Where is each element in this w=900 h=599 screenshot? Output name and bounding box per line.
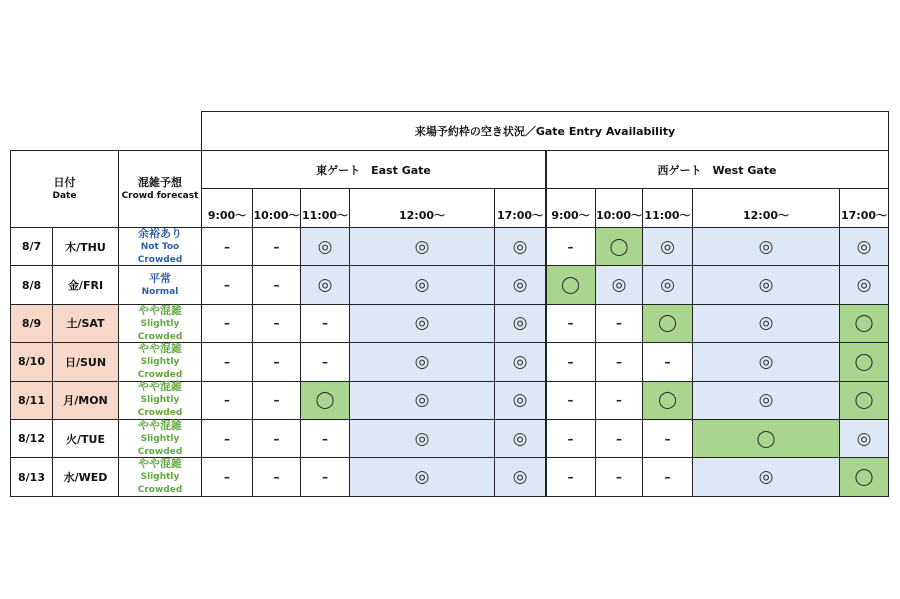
availability-cell bbox=[494, 457, 546, 496]
availability-cell bbox=[300, 304, 350, 343]
availability-cell bbox=[494, 265, 546, 304]
gate-label: 東ゲート East Gate bbox=[316, 163, 431, 177]
availability-symbol: ◎ bbox=[512, 428, 528, 449]
availability-symbol: ◎ bbox=[414, 275, 430, 296]
availability-symbol: – bbox=[273, 278, 280, 293]
availability-cell bbox=[252, 381, 301, 420]
time-slot-label: 17:00～ bbox=[840, 209, 887, 222]
availability-symbol: – bbox=[664, 354, 671, 369]
availability-symbol: ◯ bbox=[609, 236, 629, 257]
day-cell bbox=[52, 227, 119, 266]
availability-cell bbox=[494, 381, 546, 420]
forecast-jp: やや混雑 bbox=[138, 303, 182, 317]
day-text: 金/FRI bbox=[67, 279, 104, 293]
availability-symbol: ◎ bbox=[512, 275, 528, 296]
availability-symbol: – bbox=[664, 431, 671, 446]
date-cell bbox=[10, 227, 53, 266]
availability-cell bbox=[349, 381, 495, 420]
gate-separator bbox=[545, 150, 547, 497]
availability-cell bbox=[545, 265, 596, 304]
availability-cell bbox=[692, 265, 840, 304]
availability-cell bbox=[252, 304, 301, 343]
availability-cell bbox=[692, 227, 840, 266]
availability-cell bbox=[642, 342, 693, 381]
availability-symbol: – bbox=[616, 431, 622, 446]
forecast-jp: 平常 bbox=[149, 271, 171, 285]
availability-cell bbox=[300, 457, 350, 496]
availability-symbol: – bbox=[224, 470, 230, 485]
time-slot-label: 9:00～ bbox=[207, 209, 247, 222]
availability-symbol: ◎ bbox=[512, 390, 528, 411]
availability-cell bbox=[201, 304, 253, 343]
time-slot-header bbox=[494, 188, 546, 228]
availability-cell bbox=[595, 265, 643, 304]
time-slot-label: 12:00～ bbox=[742, 209, 789, 222]
availability-cell bbox=[545, 381, 596, 420]
availability-cell bbox=[252, 342, 301, 381]
date-text: 8/7 bbox=[21, 240, 42, 254]
availability-symbol: – bbox=[224, 239, 230, 254]
availability-cell bbox=[300, 227, 350, 266]
availability-symbol: ◎ bbox=[856, 428, 872, 449]
availability-symbol: ◎ bbox=[512, 313, 528, 334]
forecast-en: Slightly Crowded bbox=[137, 395, 183, 419]
availability-symbol: – bbox=[224, 431, 230, 446]
availability-cell bbox=[642, 265, 693, 304]
forecast-cell bbox=[118, 381, 202, 420]
availability-cell bbox=[349, 457, 495, 496]
availability-cell bbox=[642, 227, 693, 266]
forecast-en: Slightly Crowded bbox=[137, 472, 183, 496]
time-slot-header bbox=[545, 188, 596, 228]
crowd-header-jp: 混雑予想 bbox=[138, 175, 182, 189]
availability-symbol: ◯ bbox=[315, 390, 335, 411]
availability-cell bbox=[839, 457, 889, 496]
availability-cell bbox=[595, 381, 643, 420]
availability-symbol: ◎ bbox=[758, 467, 774, 488]
availability-symbol: ◎ bbox=[414, 390, 430, 411]
gate-header-1 bbox=[545, 150, 889, 189]
day-cell bbox=[52, 457, 119, 496]
availability-cell bbox=[692, 381, 840, 420]
availability-symbol: – bbox=[616, 316, 622, 331]
date-cell bbox=[10, 457, 53, 496]
time-slot-label: 9:00～ bbox=[551, 209, 590, 222]
day-cell bbox=[52, 342, 119, 381]
availability-symbol: – bbox=[567, 393, 574, 408]
date-cell bbox=[10, 265, 53, 304]
availability-symbol: ◯ bbox=[854, 467, 874, 488]
availability-cell bbox=[201, 265, 253, 304]
forecast-en: Slightly Crowded bbox=[137, 433, 183, 457]
availability-symbol: – bbox=[664, 470, 671, 485]
availability-symbol: – bbox=[273, 470, 280, 485]
day-text: 火/TUE bbox=[66, 432, 105, 446]
availability-symbol: ◎ bbox=[512, 236, 528, 257]
availability-symbol: – bbox=[273, 393, 280, 408]
availability-cell bbox=[300, 342, 350, 381]
availability-cell bbox=[595, 227, 643, 266]
date-text: 8/8 bbox=[21, 278, 42, 292]
table-title-text: 来場予約枠の空き状況／Gate Entry Availability bbox=[414, 125, 676, 138]
availability-symbol: ◎ bbox=[758, 275, 774, 296]
availability-symbol: – bbox=[567, 470, 574, 485]
day-cell bbox=[52, 304, 119, 343]
availability-symbol: – bbox=[273, 316, 280, 331]
date-header bbox=[10, 150, 119, 228]
date-text: 8/9 bbox=[21, 316, 42, 330]
date-text: 8/10 bbox=[18, 355, 45, 369]
day-cell bbox=[52, 419, 119, 458]
availability-cell bbox=[201, 342, 253, 381]
availability-cell bbox=[642, 304, 693, 343]
availability-symbol: ◎ bbox=[611, 275, 627, 296]
forecast-jp: やや混雑 bbox=[138, 341, 182, 355]
availability-symbol: ◯ bbox=[657, 390, 678, 411]
availability-symbol: – bbox=[322, 354, 328, 369]
availability-symbol: – bbox=[273, 431, 280, 446]
time-slot-label: 11:00～ bbox=[644, 209, 691, 222]
availability-cell bbox=[349, 227, 495, 266]
date-cell bbox=[10, 304, 53, 343]
availability-symbol: – bbox=[273, 239, 280, 254]
availability-symbol: ◎ bbox=[758, 313, 774, 334]
availability-symbol: ◯ bbox=[854, 351, 874, 372]
availability-cell bbox=[494, 419, 546, 458]
availability-symbol: ◎ bbox=[512, 467, 528, 488]
day-text: 日/SUN bbox=[64, 355, 107, 369]
availability-cell bbox=[839, 265, 889, 304]
availability-symbol: ◎ bbox=[414, 467, 430, 488]
availability-table bbox=[10, 111, 888, 496]
availability-cell bbox=[595, 457, 643, 496]
availability-symbol: – bbox=[616, 354, 622, 369]
availability-symbol: ◎ bbox=[317, 236, 333, 257]
forecast-en: Slightly Crowded bbox=[137, 356, 183, 380]
availability-cell bbox=[545, 304, 596, 343]
availability-cell bbox=[349, 419, 495, 458]
availability-cell bbox=[201, 457, 253, 496]
availability-symbol: ◎ bbox=[856, 275, 872, 296]
availability-symbol: – bbox=[322, 316, 328, 331]
day-text: 土/SAT bbox=[66, 317, 105, 331]
availability-cell bbox=[201, 381, 253, 420]
date-cell bbox=[10, 419, 53, 458]
time-slot-header bbox=[349, 188, 495, 228]
availability-cell bbox=[642, 419, 693, 458]
forecast-cell bbox=[118, 457, 202, 496]
availability-cell bbox=[201, 419, 253, 458]
forecast-cell bbox=[118, 419, 202, 458]
availability-cell bbox=[839, 381, 889, 420]
day-text: 木/THU bbox=[65, 240, 106, 254]
date-header-en: Date bbox=[52, 190, 77, 201]
availability-symbol: ◎ bbox=[660, 236, 675, 257]
availability-cell bbox=[642, 381, 693, 420]
availability-cell bbox=[252, 457, 301, 496]
availability-cell bbox=[839, 419, 889, 458]
date-cell bbox=[10, 342, 53, 381]
time-slot-label: 10:00～ bbox=[596, 209, 643, 222]
day-text: 月/MON bbox=[63, 394, 108, 408]
availability-cell bbox=[545, 457, 596, 496]
availability-cell bbox=[494, 304, 546, 343]
time-slot-label: 12:00～ bbox=[398, 209, 445, 222]
availability-symbol: ◯ bbox=[854, 313, 874, 334]
availability-cell bbox=[595, 304, 643, 343]
availability-symbol: – bbox=[224, 278, 230, 293]
time-slot-label: 11:00～ bbox=[301, 209, 348, 222]
date-text: 8/12 bbox=[18, 432, 45, 446]
availability-cell bbox=[692, 457, 840, 496]
time-slot-header bbox=[839, 188, 889, 228]
forecast-cell bbox=[118, 304, 202, 343]
forecast-cell bbox=[118, 265, 202, 304]
day-cell bbox=[52, 381, 119, 420]
availability-symbol: – bbox=[322, 470, 328, 485]
availability-cell bbox=[692, 304, 840, 343]
forecast-cell bbox=[118, 342, 202, 381]
availability-symbol: ◎ bbox=[414, 236, 430, 257]
availability-symbol: ◎ bbox=[414, 313, 430, 334]
date-text: 8/11 bbox=[18, 393, 45, 407]
crowd-header bbox=[118, 150, 202, 228]
availability-symbol: – bbox=[224, 316, 230, 331]
availability-cell bbox=[300, 419, 350, 458]
availability-symbol: – bbox=[322, 431, 328, 446]
availability-cell bbox=[349, 265, 495, 304]
availability-symbol: – bbox=[567, 316, 574, 331]
forecast-en: Normal bbox=[141, 286, 179, 297]
availability-cell bbox=[839, 227, 889, 266]
availability-cell bbox=[201, 227, 253, 266]
availability-cell bbox=[494, 227, 546, 266]
availability-symbol: ◎ bbox=[758, 351, 774, 372]
availability-symbol: ◯ bbox=[756, 428, 776, 449]
availability-symbol: ◎ bbox=[414, 351, 430, 372]
availability-symbol: ◯ bbox=[560, 275, 581, 296]
time-slot-header bbox=[642, 188, 693, 228]
availability-symbol: ◎ bbox=[856, 236, 872, 257]
availability-symbol: – bbox=[567, 354, 574, 369]
forecast-jp: やや混雑 bbox=[138, 457, 182, 471]
time-slot-label: 10:00～ bbox=[253, 209, 300, 222]
availability-cell bbox=[300, 265, 350, 304]
gate-header-0 bbox=[201, 150, 546, 189]
availability-cell bbox=[839, 342, 889, 381]
availability-symbol: ◎ bbox=[758, 236, 774, 257]
availability-cell bbox=[349, 342, 495, 381]
availability-symbol: ◎ bbox=[660, 275, 675, 296]
availability-symbol: ◎ bbox=[317, 275, 333, 296]
availability-cell bbox=[545, 419, 596, 458]
availability-cell bbox=[252, 265, 301, 304]
date-text: 8/13 bbox=[18, 470, 45, 484]
availability-cell bbox=[692, 342, 840, 381]
time-slot-header bbox=[201, 188, 253, 228]
availability-cell bbox=[545, 227, 596, 266]
time-slot-header bbox=[252, 188, 301, 228]
availability-cell bbox=[494, 342, 546, 381]
availability-cell bbox=[349, 304, 495, 343]
availability-cell bbox=[839, 304, 889, 343]
availability-symbol: – bbox=[567, 431, 574, 446]
availability-symbol: ◎ bbox=[414, 428, 430, 449]
forecast-en: Slightly Crowded bbox=[137, 318, 183, 342]
availability-symbol: – bbox=[567, 239, 574, 254]
day-cell bbox=[52, 265, 119, 304]
availability-cell bbox=[642, 457, 693, 496]
availability-symbol: ◯ bbox=[854, 390, 874, 411]
day-text: 水/WED bbox=[63, 471, 108, 485]
availability-cell bbox=[692, 419, 840, 458]
forecast-jp: 余裕あり bbox=[138, 226, 182, 240]
forecast-jp: やや混雑 bbox=[138, 380, 182, 394]
availability-symbol: ◯ bbox=[657, 313, 678, 334]
table-title bbox=[201, 111, 889, 151]
time-slot-header bbox=[595, 188, 643, 228]
availability-symbol: – bbox=[273, 354, 280, 369]
forecast-cell bbox=[118, 227, 202, 266]
availability-cell bbox=[595, 342, 643, 381]
gate-label: 西ゲート West Gate bbox=[657, 163, 777, 177]
time-slot-label: 17:00～ bbox=[496, 209, 543, 222]
forecast-en: Not Too Crowded bbox=[137, 241, 183, 265]
availability-symbol: – bbox=[616, 470, 622, 485]
availability-cell bbox=[300, 381, 350, 420]
availability-symbol: – bbox=[616, 393, 622, 408]
availability-cell bbox=[252, 419, 301, 458]
availability-cell bbox=[595, 419, 643, 458]
availability-cell bbox=[252, 227, 301, 266]
crowd-header-en: Crowd forecast bbox=[121, 190, 199, 201]
date-cell bbox=[10, 381, 53, 420]
availability-cell bbox=[545, 342, 596, 381]
availability-symbol: – bbox=[224, 354, 230, 369]
availability-symbol: ◎ bbox=[758, 390, 774, 411]
date-header-jp: 日付 bbox=[53, 175, 76, 189]
forecast-jp: やや混雑 bbox=[138, 418, 182, 432]
availability-symbol: ◎ bbox=[512, 351, 528, 372]
time-slot-header bbox=[300, 188, 350, 228]
availability-symbol: – bbox=[224, 393, 230, 408]
time-slot-header bbox=[692, 188, 840, 228]
